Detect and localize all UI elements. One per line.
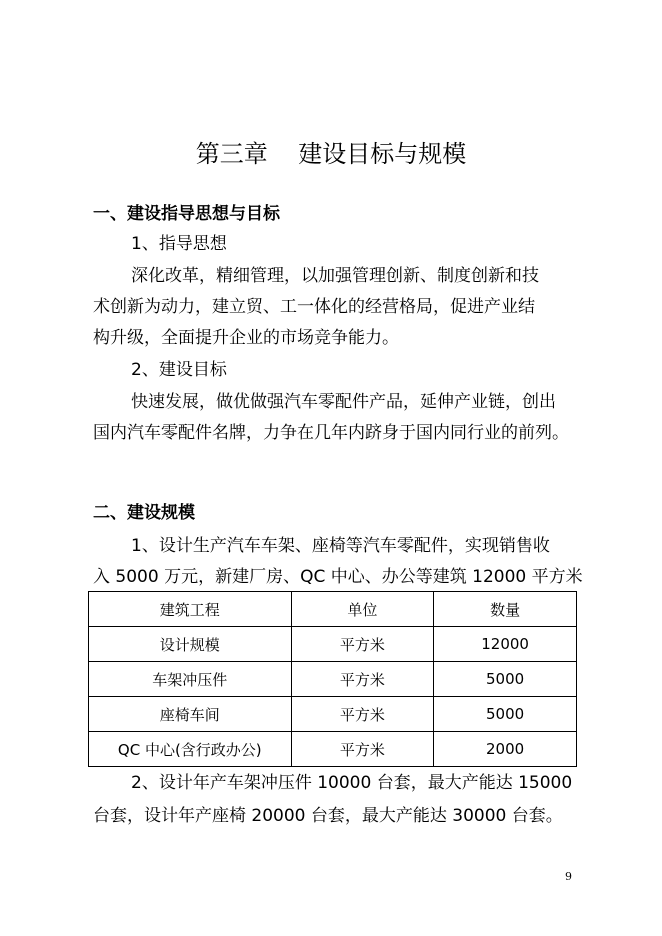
paragraph-line: 术创新为动力，建立贸、工一体化的经营格局，促进产业结 (93, 297, 535, 317)
table-cell: QC 中心(含行政办公) (89, 732, 292, 767)
paragraph-line: 1、设计生产汽车车架、座椅等汽车零配件，实现销售收 (131, 536, 550, 556)
paragraph-line: 构升级，全面提升企业的市场竞争能力。 (93, 328, 399, 348)
chapter-title: 第三章 建设目标与规模 (195, 140, 467, 168)
paragraph-line: 国内汽车零配件名牌，力争在几年内跻身于国内同行业的前列。 (93, 423, 569, 443)
paragraph-line: 入 5000 万元，新建厂房、QC 中心、办公等建筑 12000 平方米 (93, 567, 583, 587)
paragraph-line: 2、设计年产车架冲压件 10000 台套，最大产能达 15000 (131, 773, 573, 793)
table-header-row (89, 592, 577, 627)
table-header-cell: 建筑工程 (89, 592, 292, 627)
table-cell: 12000 (434, 627, 577, 662)
table-cell: 平方米 (291, 662, 434, 697)
table-cell: 5000 (434, 662, 577, 697)
paragraph-line: 深化改革，精细管理，以加强管理创新、制度创新和技 (131, 266, 539, 286)
paragraph-line: 快速发展，做优做强汽车零配件产品，延伸产业链，创出 (131, 392, 556, 412)
table-cell: 平方米 (291, 627, 434, 662)
table-cell: 平方米 (291, 732, 434, 767)
table-cell: 平方米 (291, 697, 434, 732)
section-heading-guiding-ideas: 一、建设指导思想与目标 (93, 204, 280, 224)
table-row (89, 662, 577, 697)
section-heading-scale: 二、建设规模 (93, 503, 195, 523)
table-header-cell: 数量 (434, 592, 577, 627)
table-cell: 设计规模 (89, 627, 292, 662)
table-cell: 2000 (434, 732, 577, 767)
table-cell: 5000 (434, 697, 577, 732)
table-row (89, 697, 577, 732)
paragraph-line: 台套，设计年产座椅 20000 台套，最大产能达 30000 台套。 (93, 806, 563, 826)
subheading-guiding-thought: 1、指导思想 (131, 234, 227, 254)
construction-scale-table (88, 591, 577, 767)
table-cell: 车架冲压件 (89, 662, 292, 697)
table-header-cell: 单位 (291, 592, 434, 627)
subheading-construction-goal: 2、建设目标 (131, 360, 227, 380)
table-row (89, 627, 577, 662)
table-cell: 座椅车间 (89, 697, 292, 732)
page-number: 9 (565, 870, 572, 883)
table-row (89, 732, 577, 767)
